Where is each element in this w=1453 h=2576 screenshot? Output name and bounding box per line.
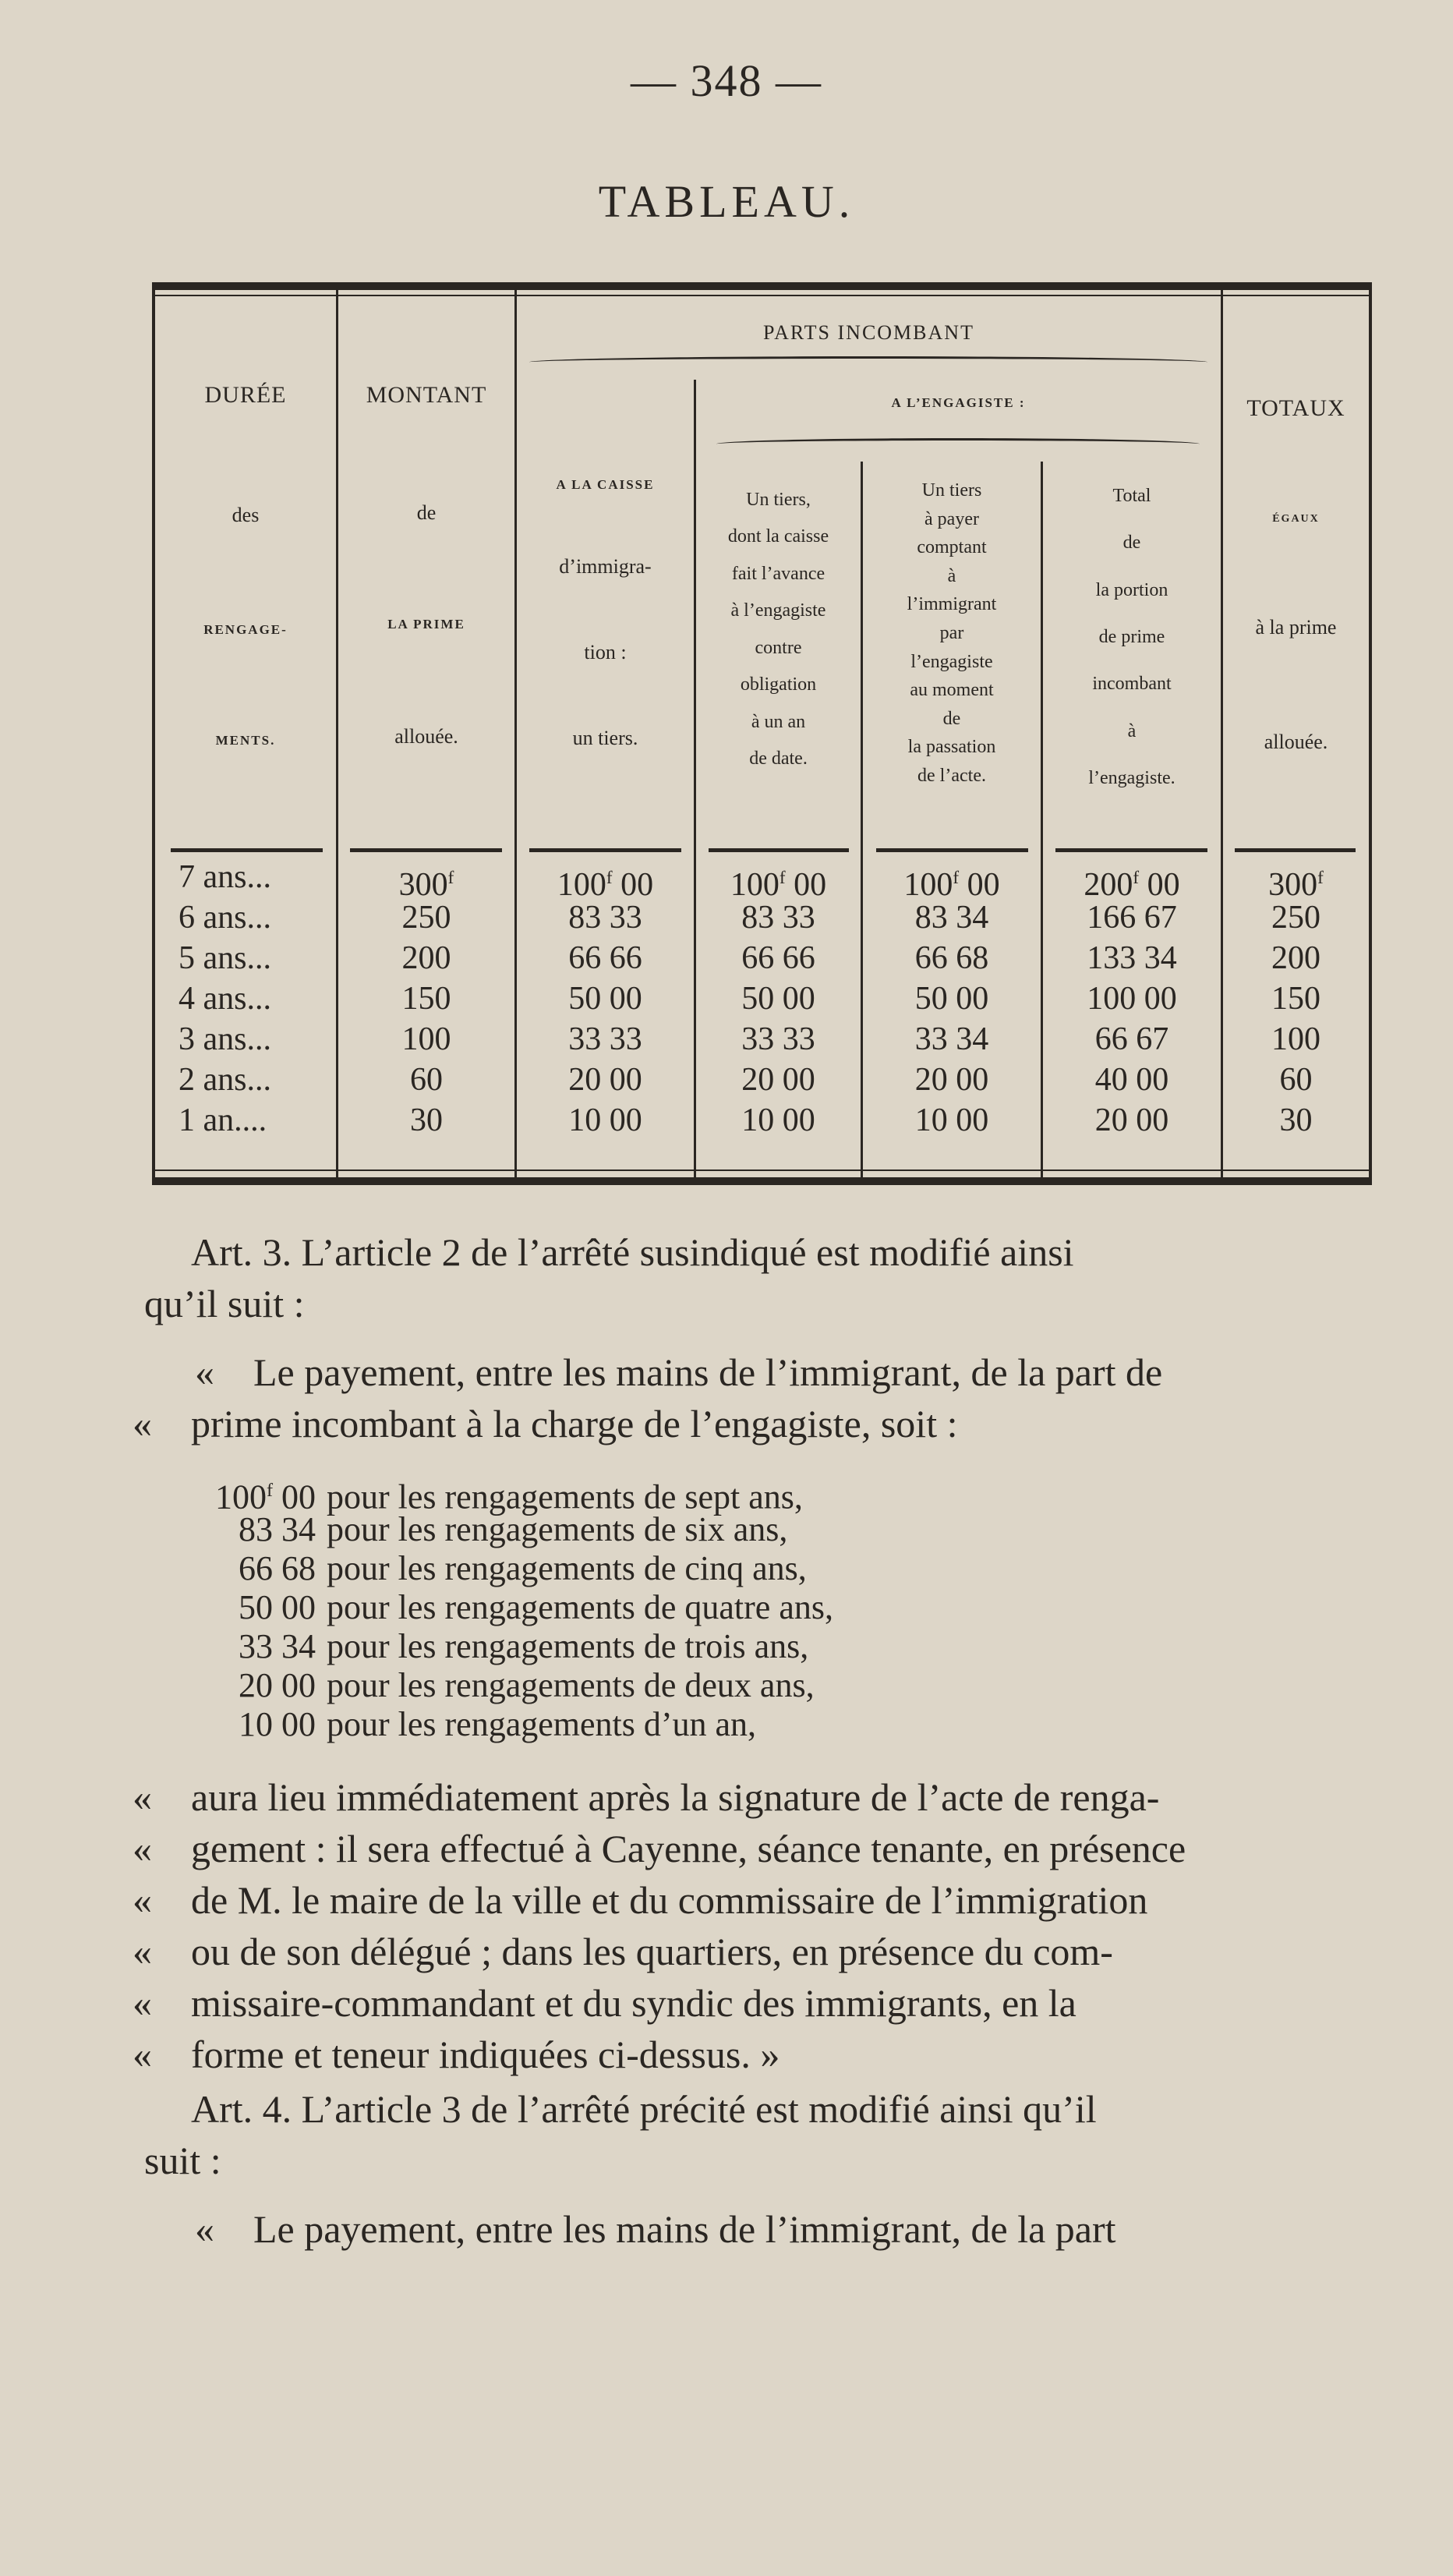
amount-cents: 00	[956, 981, 989, 1017]
amount-cents: 00	[281, 1666, 316, 1704]
amount-francs: 83	[914, 900, 948, 936]
brace	[716, 438, 1200, 450]
amount-cents: 00	[609, 981, 642, 1017]
amount-francs: 10	[741, 1102, 775, 1138]
amount-cents: 66	[609, 940, 642, 976]
prime-amount	[338, 898, 514, 937]
amount-francs: 20	[568, 1062, 602, 1098]
total-amount	[1223, 1101, 1369, 1140]
currency-mark: f	[1133, 867, 1140, 887]
amount-francs: 33	[741, 1021, 775, 1057]
amount-figure	[175, 1589, 316, 1626]
row-duration: 1 an....	[179, 1102, 267, 1138]
amount-cents: 34	[281, 1510, 316, 1548]
amount-line	[175, 1706, 756, 1743]
amount-value: 200	[401, 940, 451, 976]
amount-cents: 00	[782, 1062, 815, 1098]
amount-cents: 00	[609, 1062, 642, 1098]
amount-cell	[1043, 898, 1221, 937]
amount-text: pour les rengagements d’un an,	[327, 1705, 757, 1743]
row-duration: 2 ans...	[179, 1062, 271, 1098]
amount-francs: 50	[568, 981, 602, 1017]
amount-cents: 33	[782, 1021, 815, 1057]
amount-cents: 33	[782, 900, 815, 936]
amount-cell	[1043, 979, 1221, 1018]
amount-line	[175, 1628, 808, 1665]
separator	[709, 848, 849, 852]
amount-cents: 34	[281, 1627, 316, 1665]
amount-cents: 00	[1136, 1102, 1169, 1138]
amount-cell	[863, 939, 1041, 978]
amount-cents: 00	[1144, 981, 1177, 1017]
amount-value: 100	[1271, 1021, 1320, 1057]
currency-mark: f	[606, 867, 613, 887]
amount-cell	[517, 1101, 694, 1140]
row-duration: 7 ans...	[179, 859, 271, 895]
amount-francs: 100	[1087, 981, 1137, 1017]
amount-figure	[175, 1511, 316, 1548]
currency-mark: f	[953, 867, 960, 887]
row-duration: 6 ans...	[179, 900, 271, 936]
art3-line1: Art. 3. L’article 2 de l’arrêté susindiqué est modifié ainsi	[191, 1230, 1074, 1274]
amount-francs: 83	[239, 1510, 273, 1548]
total-amount	[1223, 979, 1369, 1018]
amount-cents: 00	[794, 867, 827, 903]
amount-cents: 33	[609, 1021, 642, 1057]
amount-cents: 67	[1144, 900, 1177, 936]
separator	[1235, 848, 1356, 852]
amount-cell	[696, 858, 861, 904]
amount-cell	[696, 1020, 861, 1059]
table-row	[155, 979, 1369, 1018]
amount-value: 150	[1271, 981, 1320, 1017]
amount-francs: 133	[1087, 940, 1137, 976]
amount-value: 60	[410, 1062, 443, 1098]
amount-francs: 100	[557, 867, 606, 903]
amount-text: pour les rengagements de six ans,	[327, 1510, 788, 1548]
amount-cell	[517, 939, 694, 978]
amount-text: pour les rengagements de quatre ans,	[327, 1588, 833, 1626]
quote2-line: « aura lieu immédiatement après la signature de l’acte de renga-	[133, 1775, 1160, 1819]
total-amount	[1223, 1060, 1369, 1099]
amount-text: pour les rengagements de trois ans,	[327, 1627, 809, 1665]
amount-cents: 00	[281, 1588, 316, 1626]
prime-amount	[338, 939, 514, 978]
amount-line	[175, 1589, 833, 1626]
table-row	[155, 1101, 1369, 1140]
amount-value: 150	[401, 981, 451, 1017]
amount-francs: 33	[568, 1021, 602, 1057]
header-tiers-avance: Un tiers, dont la caisse fait l’avance à l’engagiste contre obligation à un an de date.	[727, 490, 829, 769]
amount-cell	[517, 898, 694, 937]
amount-cell	[517, 858, 694, 904]
amount-figure	[175, 1628, 316, 1665]
amount-cents: 34	[956, 900, 989, 936]
amount-cents: 00	[1136, 1062, 1169, 1098]
amount-cell	[696, 979, 861, 1018]
art4-line2: suit :	[144, 2139, 221, 2182]
amount-cents: 67	[1136, 1021, 1169, 1057]
amount-cell	[1043, 1060, 1221, 1099]
prime-amount	[338, 979, 514, 1018]
amount-francs: 83	[741, 900, 775, 936]
amount-cell	[863, 979, 1041, 1018]
amount-francs: 50	[239, 1588, 273, 1626]
header-total-portion: Total de la portion de prime incombant à l’engagiste.	[1088, 486, 1175, 788]
quote2-line: « gement : il sera effectué à Cayenne, séance tenante, en présence	[133, 1827, 1186, 1870]
tableau	[152, 282, 1372, 1185]
quote1-line1: « Le payement, entre les mains de l’immigrant, de la part de	[195, 1350, 1163, 1394]
amount-cents: 00	[281, 1705, 316, 1743]
header-montant: MONTANT de LA PRIME allouée.	[366, 382, 487, 748]
prime-amount	[338, 1060, 514, 1099]
amount-value: 60	[1279, 1062, 1313, 1098]
header-totaux: TOTAUX ÉGAUX à la prime allouée.	[1246, 395, 1345, 753]
total-amount	[1223, 1020, 1369, 1059]
amount-cents: 33	[609, 900, 642, 936]
amount-text: pour les rengagements de cinq ans,	[327, 1549, 807, 1587]
header-caisse: A LA CAISSE d’immigra- tion : un tiers.	[556, 477, 655, 749]
currency-mark: f	[447, 867, 454, 887]
prime-amount	[338, 858, 514, 904]
amount-francs: 33	[239, 1627, 273, 1665]
amount-cents: 00	[956, 1062, 989, 1098]
prime-amount	[338, 1020, 514, 1059]
amount-figure	[175, 1667, 316, 1704]
table-row	[155, 898, 1369, 937]
amount-cell	[517, 1060, 694, 1099]
quote2-line: « missaire-commandant et du syndic des immigrants, en la	[133, 1981, 1076, 2025]
amount-francs: 100	[903, 867, 953, 903]
currency-mark: f	[779, 867, 786, 887]
amount-francs: 100	[214, 1477, 267, 1516]
amount-cell	[696, 1101, 861, 1140]
amount-cents: 00	[782, 981, 815, 1017]
amount-francs: 40	[1094, 1062, 1128, 1098]
amount-cents: 68	[281, 1549, 316, 1587]
quote2-line: « de M. le maire de la ville et du commissaire de l’immigration	[133, 1878, 1148, 1922]
table-row	[155, 1020, 1369, 1059]
amount-francs: 20	[1094, 1102, 1128, 1138]
amount-francs: 66	[914, 940, 948, 976]
amount-value: 250	[1271, 900, 1320, 936]
amount-francs: 83	[568, 900, 602, 936]
amount-cell	[863, 1020, 1041, 1059]
art4-line1: Art. 4. L’article 3 de l’arrêté précité est modifié ainsi qu’il	[191, 2087, 1097, 2131]
separator	[1055, 848, 1207, 852]
total-amount	[1223, 898, 1369, 937]
amount-cents: 34	[1144, 940, 1177, 976]
separator	[350, 848, 502, 852]
total-amount	[1223, 858, 1369, 904]
amount-value: 250	[401, 900, 451, 936]
amount-cell	[863, 1060, 1041, 1099]
amount-cell	[863, 858, 1041, 904]
separator	[171, 848, 323, 852]
row-duration: 5 ans...	[179, 940, 271, 976]
amount-line	[175, 1511, 787, 1548]
amount-francs: 50	[914, 981, 948, 1017]
separator	[529, 848, 681, 852]
amount-value: 300	[398, 867, 448, 903]
brace	[529, 356, 1207, 368]
amount-francs: 20	[239, 1666, 273, 1704]
amount-francs: 10	[239, 1705, 273, 1743]
amount-value: 300	[1268, 867, 1318, 903]
amount-text: pour les rengagements de deux ans,	[327, 1666, 815, 1704]
amount-cell	[1043, 1020, 1221, 1059]
amount-cell	[517, 1020, 694, 1059]
header-engagiste: A L’ENGAGISTE :	[891, 395, 1026, 410]
amount-cents: 00	[1147, 867, 1180, 903]
amount-cents: 00	[620, 867, 654, 903]
amount-francs: 10	[914, 1102, 948, 1138]
amount-francs: 10	[568, 1102, 602, 1138]
header-tiers-comptant: Un tiers à payer comptant à l’immigrant par l’engagiste au moment de la passation de l’acte.	[907, 480, 997, 786]
amount-cell	[696, 939, 861, 978]
quote2-line: « forme et teneur indiquées ci-dessus. »	[133, 2033, 780, 2076]
header-duree: DURÉE des RENGAGE- MENTS.	[203, 382, 288, 748]
row-duration: 3 ans...	[179, 1021, 271, 1057]
amount-cents: 00	[609, 1102, 642, 1138]
prime-amount	[338, 1101, 514, 1140]
page-title: TABLEAU.	[598, 176, 855, 227]
table-row	[155, 1060, 1369, 1099]
total-amount	[1223, 939, 1369, 978]
amount-figure	[175, 1550, 316, 1587]
art3-line2: qu’il suit :	[144, 1282, 305, 1325]
currency-mark: f	[266, 1480, 273, 1501]
amount-cell	[863, 898, 1041, 937]
amount-francs: 66	[568, 940, 602, 976]
amount-figure	[175, 1706, 316, 1743]
amount-francs: 166	[1087, 900, 1137, 936]
amount-cents: 68	[956, 940, 989, 976]
amount-cents: 00	[956, 1102, 989, 1138]
amount-cents: 00	[782, 1102, 815, 1138]
amount-francs: 200	[1084, 867, 1133, 903]
currency-mark: f	[1317, 867, 1324, 887]
table-row	[155, 939, 1369, 978]
amount-francs: 66	[239, 1549, 273, 1587]
amount-cell	[696, 1060, 861, 1099]
amount-cell	[1043, 858, 1221, 904]
amount-cents: 66	[782, 940, 815, 976]
page-number: — 348 —	[631, 55, 822, 106]
quote1-line2: « prime incombant à la charge de l’engagiste, soit :	[133, 1402, 958, 1445]
amount-francs: 33	[914, 1021, 948, 1057]
amount-francs: 50	[741, 981, 775, 1017]
amount-line	[175, 1667, 815, 1704]
amount-value: 30	[410, 1102, 443, 1138]
amount-francs: 20	[914, 1062, 948, 1098]
amount-cell	[1043, 939, 1221, 978]
amount-cell	[517, 979, 694, 1018]
amount-value: 100	[401, 1021, 451, 1057]
amount-line	[175, 1550, 807, 1587]
quote3-line: « Le payement, entre les mains de l’immigrant, de la part	[195, 2207, 1116, 2251]
amount-francs: 66	[741, 940, 775, 976]
amount-cell	[863, 1101, 1041, 1140]
amount-francs: 100	[730, 867, 780, 903]
amount-text: pour les rengagements de sept ans,	[327, 1477, 803, 1516]
amount-cell	[696, 898, 861, 937]
quote2-line: « ou de son délégué ; dans les quartiers, en présence du com-	[133, 1930, 1113, 1973]
amount-value: 30	[1279, 1102, 1313, 1138]
amount-francs: 20	[741, 1062, 775, 1098]
table-row	[155, 858, 1369, 903]
amount-value: 200	[1271, 940, 1320, 976]
amount-cell	[1043, 1101, 1221, 1140]
row-duration: 4 ans...	[179, 981, 271, 1017]
amount-cents: 00	[281, 1477, 316, 1516]
separator	[876, 848, 1028, 852]
amount-francs: 66	[1094, 1021, 1128, 1057]
amount-cents: 00	[967, 867, 1000, 903]
header-parts-incombant: PARTS INCOMBANT	[763, 321, 974, 344]
amount-cents: 34	[956, 1021, 989, 1057]
